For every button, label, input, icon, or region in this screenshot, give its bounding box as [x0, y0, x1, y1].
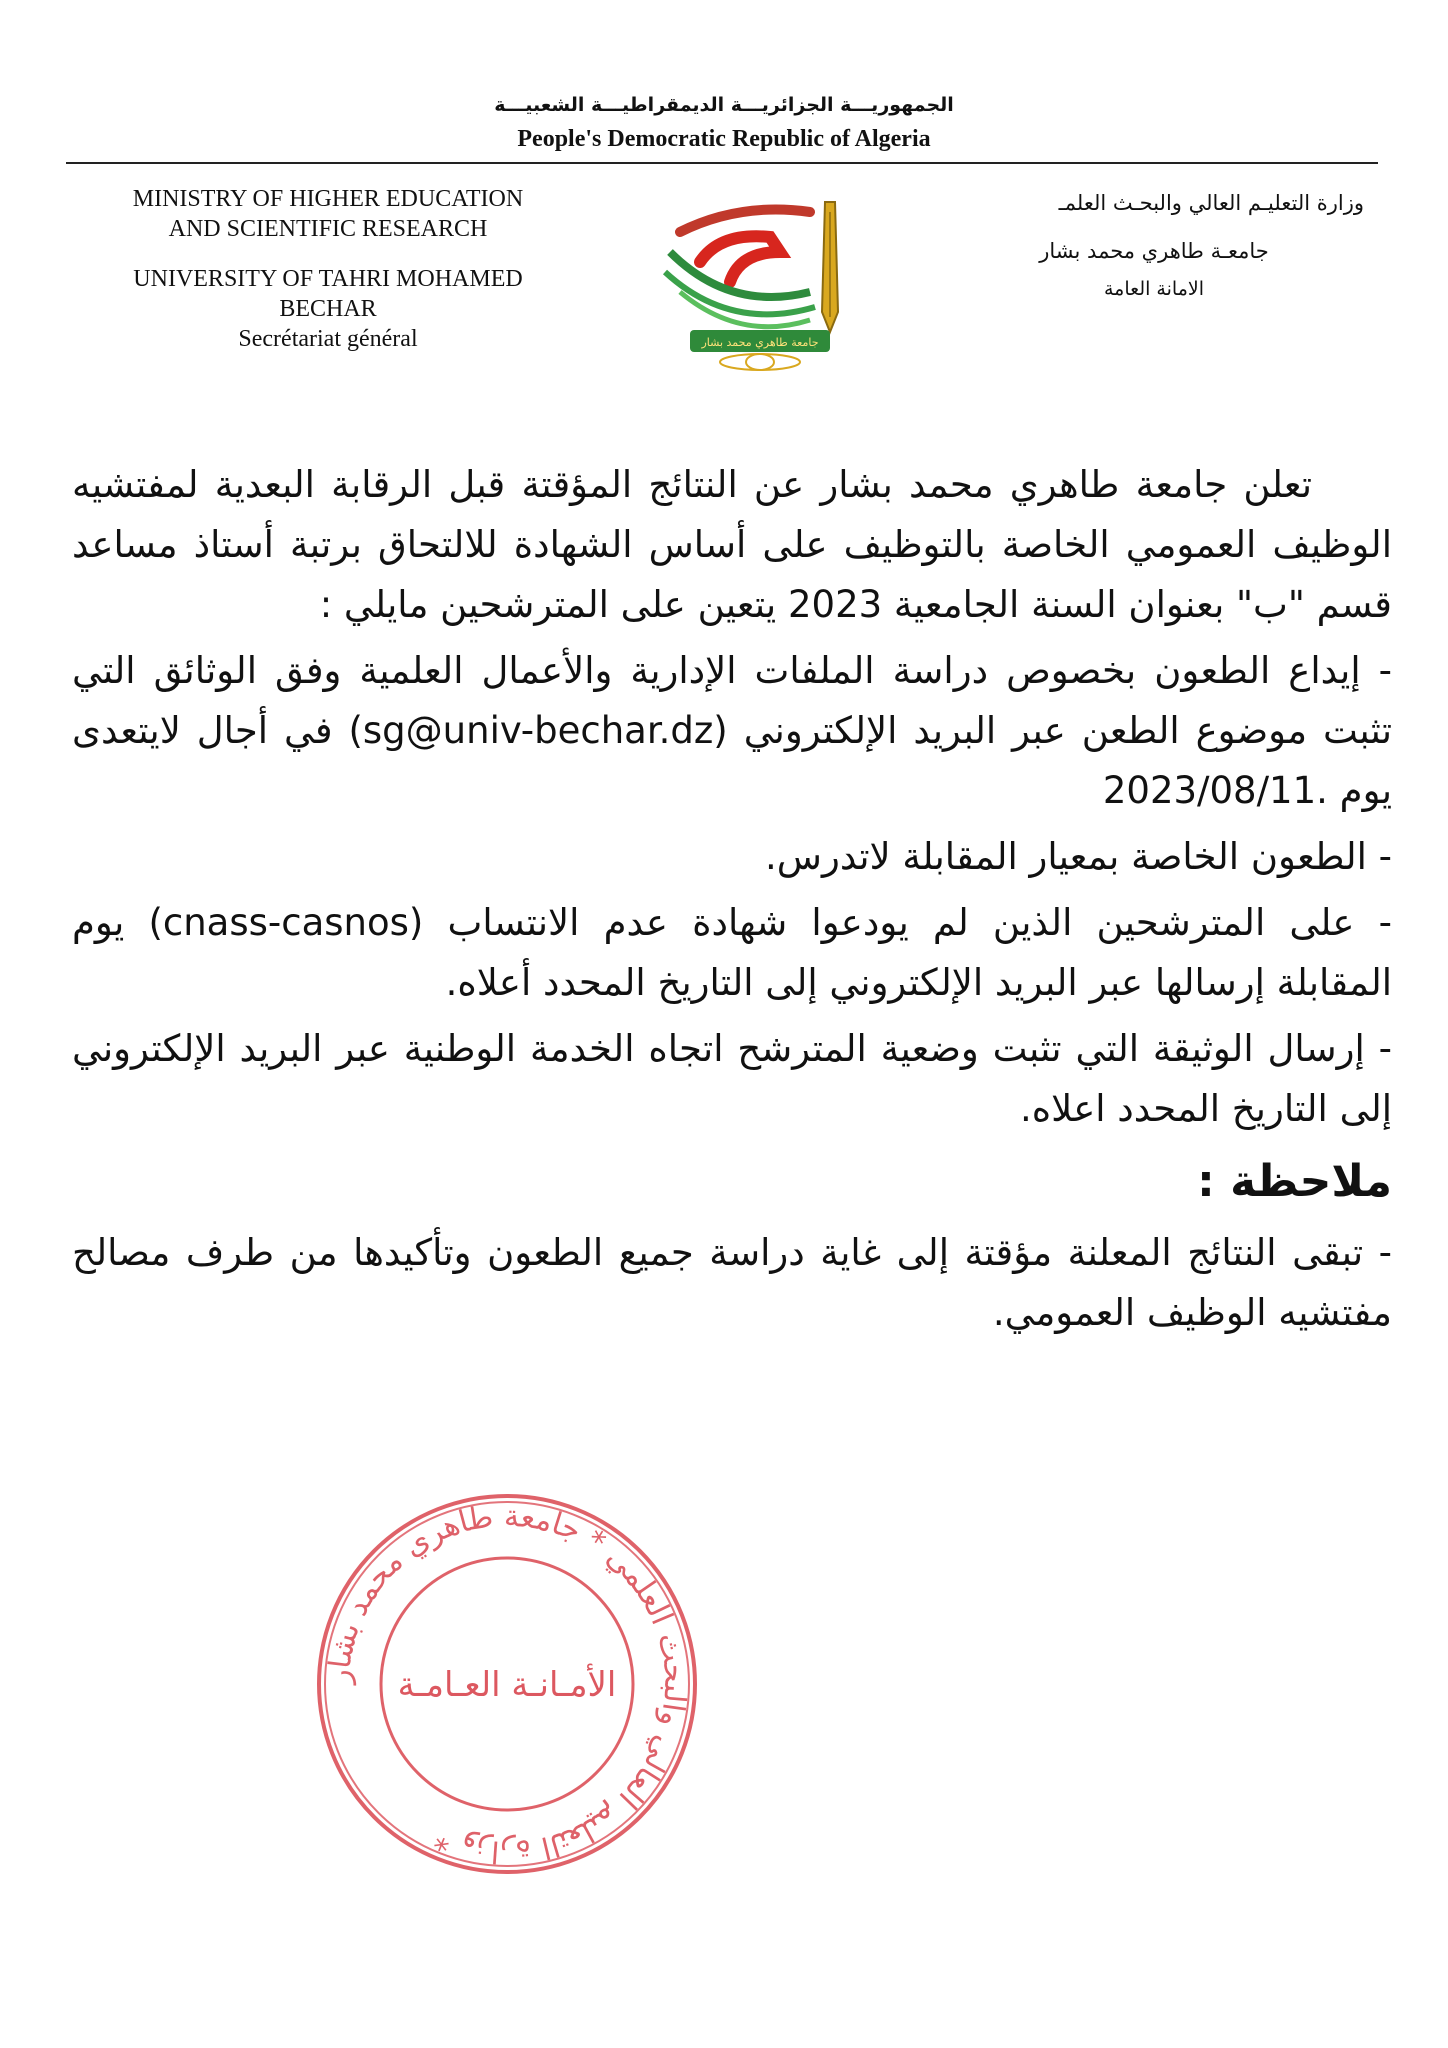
appeal-item-2: - الطعون الخاصة بمعيار المقابلة لاتدرس. [765, 835, 1392, 878]
header-english-block [78, 184, 578, 354]
republic-arabic: الجمهوريـــة الجزائريـــة الديمقراطيـــة الشعبيـــة [494, 94, 954, 116]
university-line-2: BECHAR [279, 296, 377, 322]
university-arabic: جامعـة طاهري محمد بشار [1039, 239, 1269, 263]
appeal-item-1 [72, 641, 1392, 821]
university-logo [660, 192, 860, 372]
appeal-item-1-suffix: في أجال لايتعدى يوم [72, 709, 1392, 812]
appeal-deadline-date: 2023/08/11. [1102, 769, 1328, 812]
appeal-item-3-suffix: يوم المقابلة إرسالها عبر البريد الإلكتروني إلى التاريخ المحدد أعلاه. [72, 901, 1392, 1004]
note-heading: ملاحظة : [1197, 1156, 1392, 1207]
appeal-item-1-text: - إيداع الطعون بخصوص دراسة الملفات الإدارية والأعمال العلمية وفق الوثائق التي تثبت موضوع الطعن عبر البريد الإلكتروني [72, 649, 1393, 752]
ministry-line-1: MINISTRY OF HIGHER EDUCATION [132, 186, 524, 212]
department-french: Secrétariat général [238, 326, 418, 352]
appeal-item-3 [72, 893, 1392, 1013]
appeal-email: (sg@univ-bechar.dz) [348, 709, 728, 752]
logo-caption: جامعة طاهري محمد بشار [701, 336, 819, 349]
university-line-1: UNIVERSITY OF TAHRI MOHAMED [133, 266, 523, 292]
stamp-ring-path: وزارة التعليم العالي والبحث العلمي * جامعة طاهري محمد بشار * [321, 1498, 693, 1870]
appeal-item-3-prefix: - على المترشحين الذين لم يودعوا شهادة عدم الانتساب [447, 901, 1392, 944]
announcement-body [72, 455, 1392, 1343]
ministry-line-2: AND SCIENTIFIC RESEARCH [168, 216, 488, 242]
stamp-center-text: الأمـانـة العـامـة [397, 1665, 617, 1705]
appeal-item-4: - إرسال الوثيقة التي تثبت وضعية المترشح اتجاه الخدمة الوطنية عبر البريد الإلكتروني إلى التاريخ المحدد اعلاه. [72, 1027, 1392, 1130]
intro-paragraph: تعلن جامعة طاهري محمد بشار عن النتائج المؤقتة قبل الرقابة البعدية لمفتشيه الوظيف العمومي الخاصة بالتوظيف على أساس الشهادة للالتحاق برتبة أستاذ مساعد قسم "ب" بعنوان السنة الجامعية 2023 يتعين على المترشحين مايلي : [72, 463, 1392, 626]
header-arabic-block [944, 188, 1364, 304]
cnass-casnos-code: (cnass-casnos) [148, 901, 424, 944]
official-stamp [302, 1484, 712, 1884]
ministry-arabic: وزارة التعليـم العالي والبحـث العلمـ [1058, 191, 1364, 215]
note-text: - تبقى النتائج المعلنة مؤقتة إلى غاية دراسة جميع الطعون وتأكيدها من طرف مصالح مفتشيه الوظيف العمومي. [72, 1231, 1392, 1334]
header-divider [66, 162, 1378, 164]
department-arabic: الامانة العامة [1104, 278, 1204, 300]
republic-english: People's Democratic Republic of Algeria [517, 126, 931, 152]
